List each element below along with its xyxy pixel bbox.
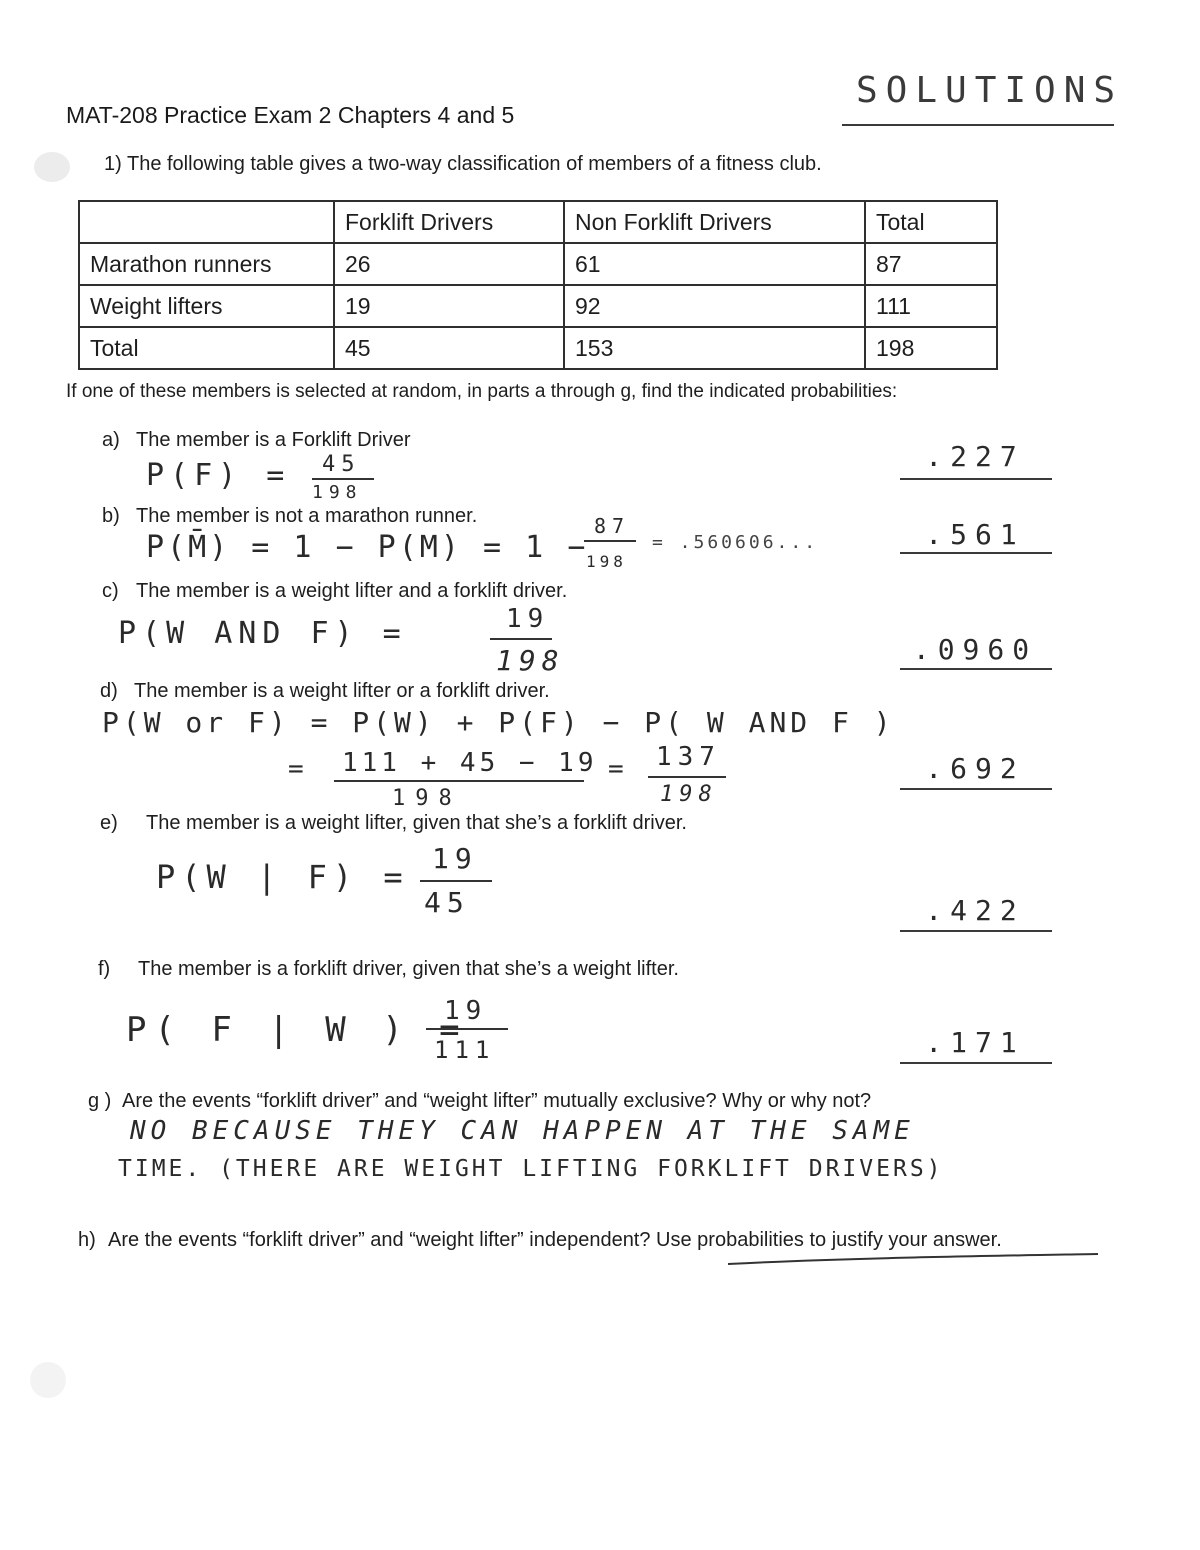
- part-e-denominator: 45: [424, 886, 470, 919]
- part-d-answer: .692: [925, 752, 1025, 785]
- table-header-cell: Non Forklift Drivers: [564, 201, 865, 243]
- part-f-work: P( F | W ) =: [126, 1010, 468, 1050]
- part-e-fraction-bar: [420, 880, 492, 882]
- table-cell: Total: [79, 327, 334, 369]
- part-b-denominator: 198: [586, 552, 627, 571]
- part-d-answer-line: [900, 788, 1052, 790]
- scan-smudge: [30, 1362, 66, 1398]
- part-a-work: P(F) =: [146, 458, 291, 493]
- part-a-fraction-bar: [312, 478, 374, 480]
- table-cell: 61: [564, 243, 865, 285]
- part-f-label: f): [98, 958, 111, 980]
- question-1-prompt: 1) The following table gives a two-way classification of members of a fitness club.: [104, 153, 822, 175]
- part-d-fraction-bar-1: [334, 780, 584, 782]
- table-row: [79, 285, 997, 327]
- table-header-cell: [79, 201, 334, 243]
- part-b-answer: .561: [925, 518, 1025, 551]
- part-b-question: The member is not a marathon runner.: [136, 505, 478, 527]
- part-e-answer-line: [900, 930, 1052, 932]
- table-cell: 198: [865, 327, 997, 369]
- title-underline: [842, 124, 1114, 126]
- part-d-question: The member is a weight lifter or a forklift driver.: [134, 680, 550, 702]
- part-e-numerator: 19: [432, 842, 478, 875]
- scan-smudge: [34, 152, 70, 182]
- part-h-question: Are the events “forklift driver” and “weight lifter” independent? Use probabilities to justify your answer.: [108, 1229, 1002, 1251]
- part-d-equals-sign: =: [288, 754, 310, 784]
- part-c-denominator: 198: [496, 644, 565, 677]
- part-d-denominator: 198: [660, 782, 718, 807]
- part-b-label: b): [102, 505, 120, 527]
- solutions-stamp: SOLUTIONS: [856, 70, 1124, 111]
- table-header-cell: Forklift Drivers: [334, 201, 564, 243]
- part-b-work: P(M̄) = 1 − P(M) = 1 −: [146, 530, 589, 565]
- part-b-numerator: 87: [594, 514, 631, 538]
- table-cell: 87: [865, 243, 997, 285]
- part-a-question: The member is a Forklift Driver: [136, 429, 411, 451]
- part-c-answer-line: [900, 668, 1052, 670]
- part-d-work-sum: 111 + 45 − 19: [342, 748, 598, 778]
- table-cell: Weight lifters: [79, 285, 334, 327]
- table-header-row: [79, 201, 997, 243]
- table-header-cell: Total: [865, 201, 997, 243]
- part-f-numerator: 19: [444, 996, 488, 1026]
- part-g-answer-line-1: NO BECAUSE THEY CAN HAPPEN AT THE SAME: [130, 1116, 915, 1146]
- part-b-decimal: = .560606...: [652, 532, 819, 553]
- part-d-label: d): [100, 680, 118, 702]
- part-c-fraction-bar: [490, 638, 552, 640]
- table-row: [79, 327, 997, 369]
- part-c-numerator: 19: [506, 604, 550, 634]
- part-c-question: The member is a weight lifter and a forklift driver.: [136, 580, 568, 602]
- part-h-label: h): [78, 1229, 96, 1251]
- part-b-answer-line: [900, 552, 1052, 554]
- table-cell: 26: [334, 243, 564, 285]
- part-c-work: P(W AND F) =: [118, 616, 407, 651]
- table-cell: 19: [334, 285, 564, 327]
- part-g-answer-line-2: TIME. (THERE ARE WEIGHT LIFTING FORKLIFT DRIVERS): [118, 1156, 944, 1182]
- part-d-numerator: 137: [656, 742, 721, 772]
- two-way-table: [78, 200, 998, 370]
- part-d-work-denominator: 198: [392, 786, 462, 811]
- part-f-answer: .171: [925, 1026, 1025, 1059]
- part-h-handwritten-underline: [724, 1250, 1104, 1270]
- page-title: MAT-208 Practice Exam 2 Chapters 4 and 5: [66, 102, 515, 128]
- part-e-label: e): [100, 812, 118, 834]
- part-f-denominator: 111: [434, 1036, 496, 1064]
- part-e-answer: .422: [925, 894, 1025, 927]
- part-a-label: a): [102, 429, 120, 451]
- part-d-fraction-bar-2: [648, 776, 726, 778]
- part-b-fraction-bar: [584, 540, 636, 542]
- table-cell: 92: [564, 285, 865, 327]
- part-f-answer-line: [900, 1062, 1052, 1064]
- table-cell: 45: [334, 327, 564, 369]
- part-a-numerator: 45: [322, 452, 361, 477]
- part-f-question: The member is a forklift driver, given that she’s a weight lifter.: [138, 958, 679, 980]
- part-f-fraction-bar: [426, 1028, 508, 1030]
- part-d-work-line-1: P(W or F) = P(W) + P(F) − P( W AND F ): [102, 706, 895, 739]
- part-c-answer: .0960: [912, 633, 1038, 666]
- instructions: If one of these members is selected at random, in parts a through g, find the indicated probabilities:: [66, 381, 898, 402]
- table-cell: 111: [865, 285, 997, 327]
- table-cell: 153: [564, 327, 865, 369]
- part-a-answer: .227: [925, 440, 1025, 473]
- part-a-denominator: 198: [312, 482, 363, 503]
- part-e-work: P(W | F) =: [156, 858, 409, 896]
- part-c-label: c): [102, 580, 119, 602]
- part-g-label: g ): [88, 1090, 112, 1112]
- part-d-equals-sign: =: [608, 754, 630, 784]
- table-row: [79, 243, 997, 285]
- part-a-answer-line: [900, 478, 1052, 480]
- part-e-question: The member is a weight lifter, given that she’s a forklift driver.: [146, 812, 687, 834]
- table-cell: Marathon runners: [79, 243, 334, 285]
- part-g-question: Are the events “forklift driver” and “weight lifter” mutually exclusive? Why or why not?: [122, 1090, 872, 1112]
